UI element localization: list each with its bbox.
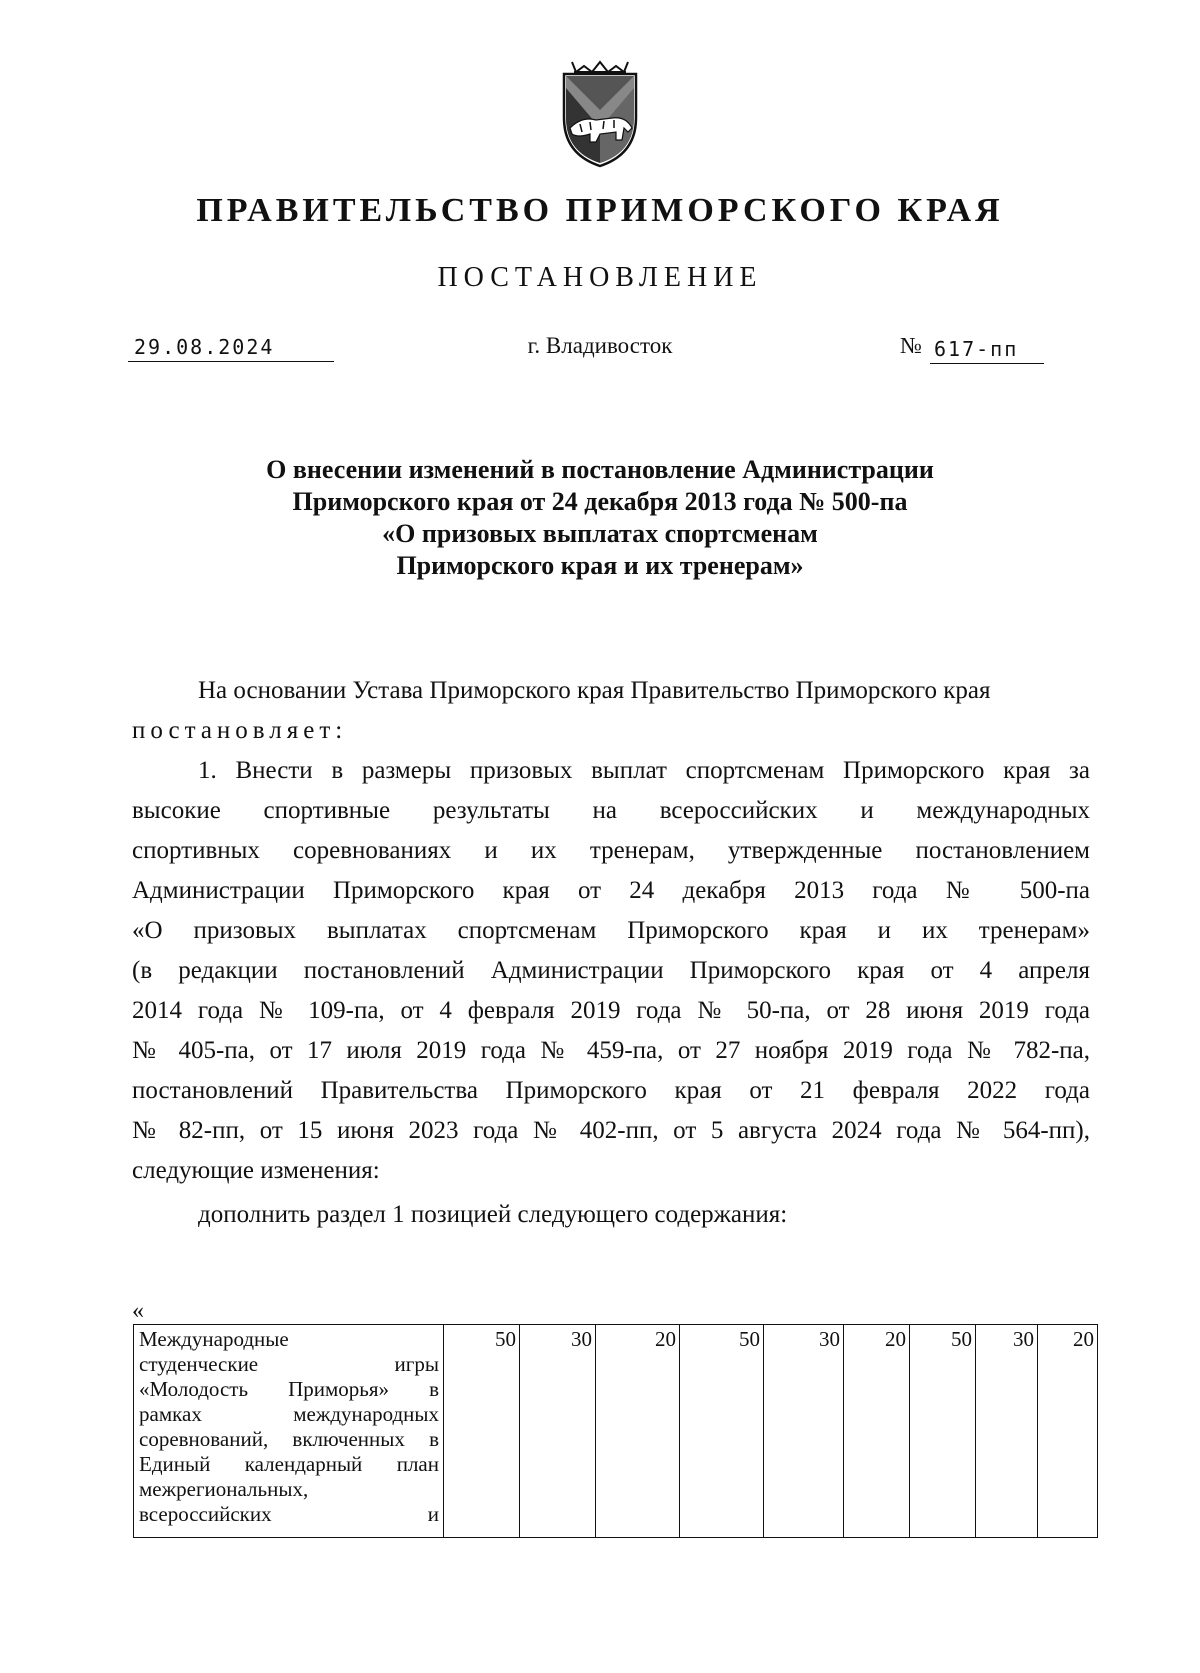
prize-table	[133, 1324, 1098, 1538]
table-value-cell: 30	[976, 1325, 1038, 1538]
heading-line: Приморского края и их тренерам»	[396, 551, 804, 580]
table-value-cell: 50	[910, 1325, 976, 1538]
body-line: Администрации Приморского края от 24 декабря 2013 года № 500-па	[132, 877, 1090, 904]
body-line-resolves: постановляет:	[132, 717, 348, 744]
name-line: соревнований, включенных в	[139, 1427, 439, 1451]
body-line: 2014 года № 109-па, от 4 февраля 2019 года № 50-па, от 28 июня 2019 года	[132, 997, 1090, 1024]
heading-line: Приморского края от 24 декабря 2013 года № 500-па	[292, 487, 908, 516]
heading-line: «О призовых выплатах спортсменам	[382, 519, 818, 548]
name-line: межрегиональных,	[139, 1477, 309, 1501]
table-value-cell: 30	[764, 1325, 844, 1538]
name-line: студенческие игры	[139, 1352, 439, 1376]
name-line: «Молодость Приморья» в	[139, 1377, 439, 1401]
name-line: Единый календарный план	[139, 1452, 439, 1476]
body-line: постановлений Правительства Приморского края от 21 февраля 2022 года	[132, 1077, 1090, 1104]
quote-open: «	[132, 1298, 144, 1324]
table-row	[134, 1325, 1098, 1538]
document-body	[132, 671, 1090, 1235]
body-line: № 405-па, от 17 июля 2019 года № 459-па, от 27 ноября 2019 года № 782-па,	[132, 1037, 1090, 1064]
body-line: (в редакции постановлений Администрации Приморского края от 4 апреля	[132, 957, 1090, 984]
name-line: рамках международных	[139, 1402, 439, 1426]
table-value-cell: 20	[596, 1325, 680, 1538]
name-line: Международные	[139, 1327, 289, 1351]
table-value-cell: 30	[520, 1325, 596, 1538]
coat-of-arms-emblem	[556, 58, 644, 170]
number-sign: №	[900, 333, 922, 358]
table-value-cell: 50	[444, 1325, 520, 1538]
document-date: 29.08.2024	[128, 335, 334, 362]
body-line: На основании Устава Приморского края Правительство Приморского края	[198, 677, 991, 704]
government-title: ПРАВИТЕЛЬСТВО ПРИМОРСКОГО КРАЯ	[196, 192, 1004, 229]
body-line: следующие изменения:	[132, 1157, 380, 1184]
body-line: № 82-пп, от 15 июня 2023 года № 402-пп, от 5 августа 2024 года № 564-пп),	[132, 1117, 1090, 1144]
table-value-cell: 50	[680, 1325, 764, 1538]
body-line: «О призовых выплатах спортсменам Приморского края и их тренерам»	[132, 917, 1090, 944]
document-city: г. Владивосток	[527, 333, 673, 358]
table-name-cell	[134, 1325, 444, 1538]
document-number: 617-пп	[930, 337, 1044, 364]
document-type: ПОСТАНОВЛЕНИЕ	[437, 262, 763, 293]
table-value-cell: 20	[1038, 1325, 1098, 1538]
body-line: спортивных соревнованиях и их тренерам, утвержденные постановлением	[132, 837, 1090, 864]
body-line: дополнить раздел 1 позицией следующего содержания:	[198, 1201, 788, 1228]
table-value-cell: 20	[844, 1325, 910, 1538]
name-line: всероссийских и	[139, 1502, 439, 1526]
body-line: 1. Внести в размеры призовых выплат спортсменам Приморского края за	[198, 757, 1090, 784]
heading-line: О внесении изменений в постановление Администрации	[266, 455, 934, 484]
body-line: высокие спортивные результаты на всероссийских и международных	[132, 797, 1090, 824]
document-heading	[0, 454, 1200, 582]
